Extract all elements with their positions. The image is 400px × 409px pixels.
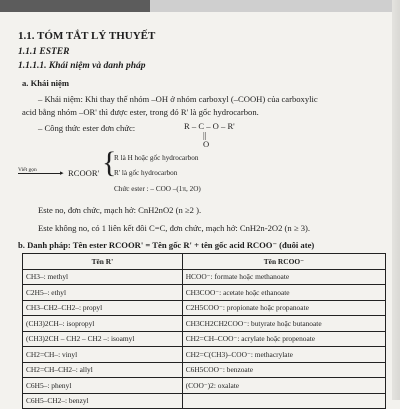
table-cell: CH3COO⁻: acetate hoặc ethanoate bbox=[182, 285, 385, 301]
brace-item-3: Chức ester : – COO –(1π, 2O) bbox=[114, 185, 201, 193]
ester-formula-oxygen: O bbox=[203, 139, 210, 149]
subsection-heading: 1.1.1 ESTER bbox=[18, 47, 70, 57]
subsubsection-heading: 1.1.1.1. Khái niệm và danh pháp bbox=[18, 61, 146, 71]
table-cell: CH2=CH–: vinyl bbox=[23, 347, 183, 363]
table-cell: C2H5–: ethyl bbox=[23, 285, 183, 301]
table-row bbox=[23, 269, 386, 285]
table-cell: (CH3)2CH – CH2 – CH2 –: isoamyl bbox=[23, 331, 183, 347]
table-cell: HCOO⁻: formate hoặc methanoate bbox=[182, 269, 385, 285]
table-cell: CH3CH2CH2COO⁻: butyrate hoặc butanoate bbox=[182, 316, 385, 332]
naming-table bbox=[22, 253, 386, 409]
table-cell: CH2=CH–CH2–: allyl bbox=[23, 362, 183, 378]
table-row bbox=[23, 316, 386, 332]
table-cell: CH2=C(CH3)–COO⁻: methacrylate bbox=[182, 347, 385, 363]
ester-unsaturated: Este không no, có 1 liên kết đôi C=C, đơn chức, mạch hở: CnH2n-2O2 (n ≥ 3). bbox=[38, 223, 311, 233]
ester-saturated: Este no, đơn chức, mạch hở: CnH2nO2 (n ≥2 ). bbox=[38, 205, 202, 215]
table-row bbox=[23, 393, 386, 409]
table-row bbox=[23, 362, 386, 378]
table-cell: CH3–CH2–CH2–: propyl bbox=[23, 300, 183, 316]
table-cell bbox=[182, 393, 385, 409]
table-row bbox=[23, 331, 386, 347]
concept-heading: a. Khái niệm bbox=[22, 78, 70, 88]
section-heading: 1.1. TÓM TẮT LÝ THUYẾT bbox=[18, 30, 156, 42]
table-header-row bbox=[23, 254, 386, 270]
table-row bbox=[23, 347, 386, 363]
table-cell: C6H5COO⁻: benzoate bbox=[182, 362, 385, 378]
table-cell: C2H5COO⁻: propionate hoặc propanoate bbox=[182, 300, 385, 316]
page-edge bbox=[392, 0, 400, 400]
formula-label: – Công thức ester đơn chức: bbox=[38, 123, 136, 133]
naming-heading: b. Danh pháp: Tên ester RCOOR' = Tên gốc R' + tên gốc acid RCOO⁻ (đuôi ate) bbox=[18, 240, 315, 250]
table-cell: CH2=CH–COO⁻: acrylate hoặc propenoate bbox=[182, 331, 385, 347]
brace-item-1: R là H hoặc gốc hydrocarbon bbox=[114, 154, 199, 162]
table-row bbox=[23, 300, 386, 316]
table-cell: C6H5–CH2–: benzyl bbox=[23, 393, 183, 409]
concept-line-2: acid bằng nhóm –OR' thì được ester, trong đó R' là gốc hydrocarbon. bbox=[22, 107, 259, 117]
ester-formula: R – C – O – R' bbox=[184, 121, 235, 131]
rcoor-short: RCOOR' bbox=[68, 168, 100, 178]
table-cell: C6H5–: phenyl bbox=[23, 378, 183, 394]
arrow-line bbox=[18, 173, 62, 174]
viet-gon-label: Viết gọn bbox=[18, 167, 37, 173]
column-header: Tên R' bbox=[23, 254, 183, 270]
concept-line-1: – Khái niệm: Khi thay thế nhóm –OH ở nhóm carboxyl (–COOH) của carboxylic bbox=[38, 94, 318, 104]
arrow-head-icon: ▸ bbox=[60, 169, 64, 177]
column-header: Tên RCOO⁻ bbox=[182, 254, 385, 270]
table-cell: CH3–: methyl bbox=[23, 269, 183, 285]
table-row bbox=[23, 285, 386, 301]
table-row bbox=[23, 378, 386, 394]
top-bar-dark bbox=[0, 0, 150, 12]
table-cell: (CH3)2CH–: isopropyl bbox=[23, 316, 183, 332]
brace-icon: { bbox=[102, 146, 117, 179]
table-cell: (COO⁻)2: oxalate bbox=[182, 378, 385, 394]
ester-formula-double-bond: || bbox=[203, 130, 207, 140]
brace-item-2: R' là gốc hydrocarbon bbox=[114, 169, 178, 177]
